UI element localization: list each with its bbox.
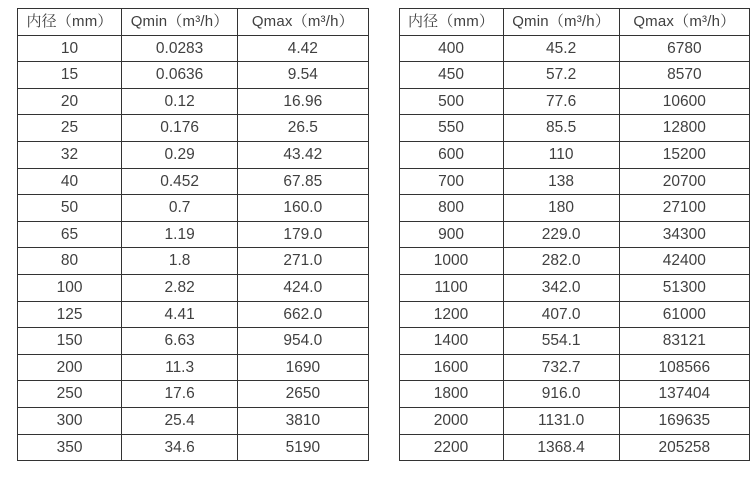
- table-cell: 40: [18, 168, 122, 195]
- table-cell: 83121: [619, 328, 749, 355]
- table-cell: 2000: [399, 407, 503, 434]
- table-row: [399, 221, 750, 248]
- table-cell: 1.19: [122, 221, 238, 248]
- table-cell: 407.0: [503, 301, 619, 328]
- table-cell: 1690: [238, 354, 368, 381]
- column-header: Qmax（m³/h）: [238, 9, 368, 36]
- table-cell: 0.29: [122, 141, 238, 168]
- column-header: 内径（mm）: [399, 9, 503, 36]
- table-row: [399, 62, 750, 89]
- table-cell: 6.63: [122, 328, 238, 355]
- table-cell: 45.2: [503, 35, 619, 62]
- table-cell: 5190: [238, 434, 368, 461]
- table-cell: 6780: [619, 35, 749, 62]
- table-cell: 50: [18, 195, 122, 222]
- table-cell: 1800: [399, 381, 503, 408]
- table-row: [399, 115, 750, 142]
- flow-spec-table-left: [17, 8, 369, 461]
- column-header: 内径（mm）: [18, 9, 122, 36]
- table-cell: 11.3: [122, 354, 238, 381]
- table-cell: 1.8: [122, 248, 238, 275]
- table-cell: 205258: [619, 434, 749, 461]
- table-row: [18, 221, 369, 248]
- column-header: Qmin（m³/h）: [122, 9, 238, 36]
- table-cell: 424.0: [238, 274, 368, 301]
- column-header: Qmax（m³/h）: [619, 9, 749, 36]
- table-cell: 15: [18, 62, 122, 89]
- table-cell: 342.0: [503, 274, 619, 301]
- table-cell: 1000: [399, 248, 503, 275]
- table-cell: 700: [399, 168, 503, 195]
- table-cell: 137404: [619, 381, 749, 408]
- table-row: [18, 195, 369, 222]
- table-cell: 550: [399, 115, 503, 142]
- table-cell: 3810: [238, 407, 368, 434]
- table-cell: 1200: [399, 301, 503, 328]
- table-row: [399, 301, 750, 328]
- table-row: [18, 381, 369, 408]
- table-cell: 0.452: [122, 168, 238, 195]
- table-cell: 0.176: [122, 115, 238, 142]
- table-row: [18, 274, 369, 301]
- table-cell: 179.0: [238, 221, 368, 248]
- table-row: [18, 434, 369, 461]
- table-cell: 20700: [619, 168, 749, 195]
- table-cell: 1368.4: [503, 434, 619, 461]
- column-header: Qmin（m³/h）: [503, 9, 619, 36]
- flow-spec-table-right: [399, 8, 750, 461]
- table-cell: 26.5: [238, 115, 368, 142]
- table-row: [399, 434, 750, 461]
- table-cell: 32: [18, 141, 122, 168]
- table-cell: 17.6: [122, 381, 238, 408]
- table-row: [18, 35, 369, 62]
- table-cell: 27100: [619, 195, 749, 222]
- table-row: [399, 168, 750, 195]
- table-cell: 180: [503, 195, 619, 222]
- table-cell: 43.42: [238, 141, 368, 168]
- table-cell: 2200: [399, 434, 503, 461]
- table-cell: 500: [399, 88, 503, 115]
- table-cell: 0.12: [122, 88, 238, 115]
- table-cell: 169635: [619, 407, 749, 434]
- table-cell: 65: [18, 221, 122, 248]
- table-cell: 662.0: [238, 301, 368, 328]
- table-cell: 67.85: [238, 168, 368, 195]
- table-cell: 900: [399, 221, 503, 248]
- table-cell: 0.7: [122, 195, 238, 222]
- table-cell: 34.6: [122, 434, 238, 461]
- table-row: [399, 274, 750, 301]
- table-cell: 77.6: [503, 88, 619, 115]
- table-cell: 4.42: [238, 35, 368, 62]
- table-cell: 25: [18, 115, 122, 142]
- table-row: [18, 248, 369, 275]
- table-cell: 16.96: [238, 88, 368, 115]
- table-cell: 10: [18, 35, 122, 62]
- table-row: [399, 141, 750, 168]
- table-row: [18, 301, 369, 328]
- table-cell: 34300: [619, 221, 749, 248]
- table-cell: 954.0: [238, 328, 368, 355]
- table-cell: 600: [399, 141, 503, 168]
- table-cell: 160.0: [238, 195, 368, 222]
- table-cell: 9.54: [238, 62, 368, 89]
- table-row: [18, 354, 369, 381]
- table-row: [399, 354, 750, 381]
- table-row: [399, 88, 750, 115]
- table-cell: 15200: [619, 141, 749, 168]
- table-cell: 732.7: [503, 354, 619, 381]
- table-cell: 51300: [619, 274, 749, 301]
- table-cell: 10600: [619, 88, 749, 115]
- table-row: [18, 407, 369, 434]
- table-cell: 1100: [399, 274, 503, 301]
- table-cell: 350: [18, 434, 122, 461]
- table-cell: 8570: [619, 62, 749, 89]
- table-cell: 110: [503, 141, 619, 168]
- table-row: [399, 35, 750, 62]
- table-cell: 282.0: [503, 248, 619, 275]
- table-row: [18, 141, 369, 168]
- table-cell: 25.4: [122, 407, 238, 434]
- table-cell: 150: [18, 328, 122, 355]
- table-row: [399, 195, 750, 222]
- table-row: [18, 168, 369, 195]
- table-cell: 554.1: [503, 328, 619, 355]
- header-row: [399, 9, 750, 36]
- table-row: [18, 88, 369, 115]
- table-cell: 271.0: [238, 248, 368, 275]
- table-cell: 0.0636: [122, 62, 238, 89]
- table-cell: 100: [18, 274, 122, 301]
- table-cell: 42400: [619, 248, 749, 275]
- table-cell: 85.5: [503, 115, 619, 142]
- table-row: [399, 328, 750, 355]
- table-cell: 450: [399, 62, 503, 89]
- table-cell: 1131.0: [503, 407, 619, 434]
- table-row: [18, 62, 369, 89]
- table-cell: 57.2: [503, 62, 619, 89]
- table-row: [399, 248, 750, 275]
- table-cell: 800: [399, 195, 503, 222]
- table-cell: 1600: [399, 354, 503, 381]
- table-cell: 250: [18, 381, 122, 408]
- table-cell: 80: [18, 248, 122, 275]
- table-cell: 12800: [619, 115, 749, 142]
- table-cell: 108566: [619, 354, 749, 381]
- table-cell: 1400: [399, 328, 503, 355]
- table-cell: 61000: [619, 301, 749, 328]
- table-row: [399, 407, 750, 434]
- table-cell: 2650: [238, 381, 368, 408]
- table-row: [18, 328, 369, 355]
- table-cell: 200: [18, 354, 122, 381]
- table-cell: 400: [399, 35, 503, 62]
- table-row: [18, 115, 369, 142]
- table-row: [399, 381, 750, 408]
- table-cell: 125: [18, 301, 122, 328]
- table-cell: 229.0: [503, 221, 619, 248]
- table-cell: 0.0283: [122, 35, 238, 62]
- table-cell: 300: [18, 407, 122, 434]
- table-cell: 20: [18, 88, 122, 115]
- table-cell: 138: [503, 168, 619, 195]
- table-cell: 4.41: [122, 301, 238, 328]
- table-cell: 916.0: [503, 381, 619, 408]
- table-cell: 2.82: [122, 274, 238, 301]
- header-row: [18, 9, 369, 36]
